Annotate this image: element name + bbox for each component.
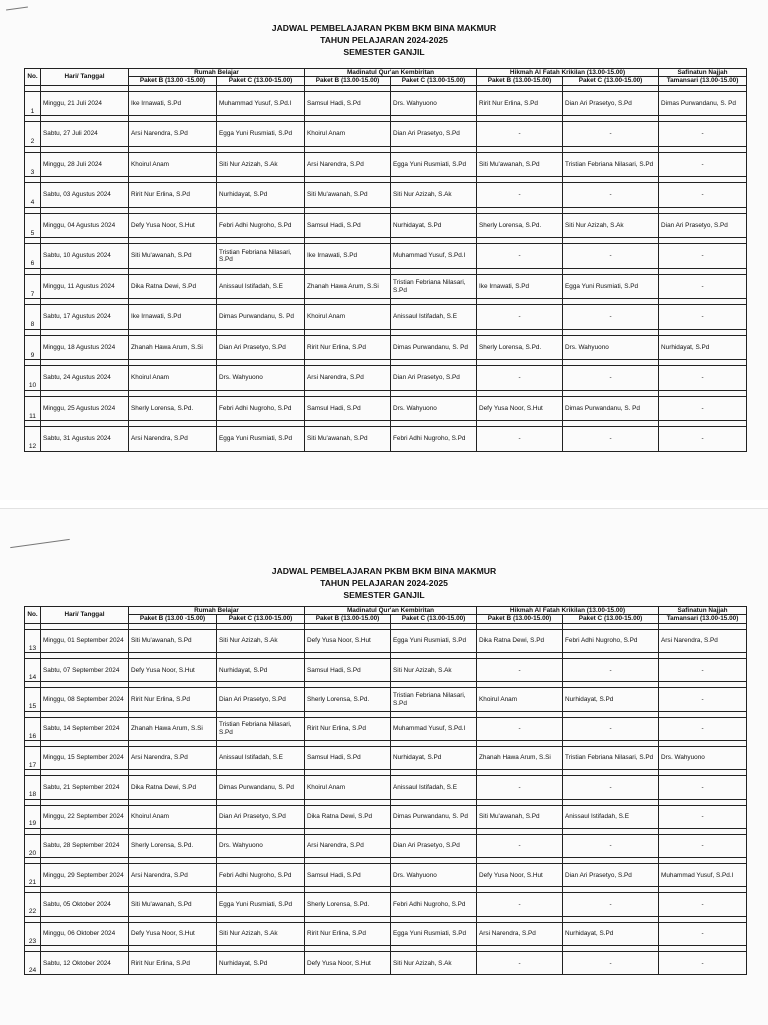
teacher-cell: Ririt Nur Erlina, S.Pd [129,183,217,208]
teacher-cell: Dian Ari Prasetyo, S.Pd [391,366,477,391]
teacher-cell: - [563,366,659,391]
row-date: Minggu, 21 Juli 2024 [41,91,129,116]
pen-mark [6,6,28,10]
teacher-cell: Muhammad Yusuf, S.Pd.I [659,864,747,887]
teacher-cell: Defy Yusa Noor, S.Hut [305,952,391,975]
row-date: Sabtu, 03 Agustus 2024 [41,183,129,208]
teacher-cell: Sherly Lorensa, S.Pd. [477,213,563,238]
row-number: 16 [25,717,41,740]
teacher-cell: Egga Yuni Rusmiati, S.Pd [217,893,305,916]
teacher-cell: - [477,122,563,147]
teacher-cell: Ike Irnawati, S.Pd [477,274,563,299]
teacher-cell: - [659,152,747,177]
title-line-3: SEMESTER GANJIL [343,590,425,600]
teacher-cell: Zhanah Hawa Arum, S.Si [129,335,217,360]
teacher-cell: Ike Irnawati, S.Pd [305,244,391,269]
row-number: 22 [25,893,41,916]
header-group: Rumah Belajar [129,69,305,77]
row-number: 11 [25,396,41,421]
teacher-cell: Egga Yuni Rusmiati, S.Pd [563,274,659,299]
table-row [25,717,747,740]
teacher-cell: - [477,952,563,975]
teacher-cell: - [659,893,747,916]
teacher-cell: Khoirul Anam [477,688,563,711]
teacher-cell: - [563,427,659,452]
header-no: No. [25,69,41,86]
teacher-cell: Nurhidayat, S.Pd [391,747,477,770]
table-row [25,122,747,147]
table-row [25,396,747,421]
header-subgroup: Paket B (13.00-15.00) [477,77,563,85]
teacher-cell: Febri Adhi Nugroho, S.Pd [391,427,477,452]
row-date: Sabtu, 17 Agustus 2024 [41,305,129,330]
teacher-cell: - [563,717,659,740]
teacher-cell: Febri Adhi Nugroho, S.Pd [217,396,305,421]
row-number: 24 [25,952,41,975]
teacher-cell: Siti Nur Azizah, S.Ak [391,659,477,682]
teacher-cell: Defy Yusa Noor, S.Hut [129,659,217,682]
header-group: Hikmah Al Fatah Krikilan (13.00-15.00) [477,69,659,77]
teacher-cell: Ririt Nur Erlina, S.Pd [305,922,391,945]
teacher-cell: Dian Ari Prasetyo, S.Pd [563,91,659,116]
teacher-cell: Defy Yusa Noor, S.Hut [129,922,217,945]
teacher-cell: Febri Adhi Nugroho, S.Pd [217,864,305,887]
header-subgroup: Paket B (13.00 -15.00) [129,77,217,85]
teacher-cell: Defy Yusa Noor, S.Hut [477,864,563,887]
row-date: Minggu, 11 Agustus 2024 [41,274,129,299]
teacher-cell: Khoirul Anam [129,152,217,177]
teacher-cell: Nurhidayat, S.Pd [563,922,659,945]
teacher-cell: Dika Ratna Dewi, S.Pd [305,805,391,828]
teacher-cell: - [563,305,659,330]
teacher-cell: - [659,834,747,857]
teacher-cell: Samsul Hadi, S.Pd [305,396,391,421]
teacher-cell: Nurhidayat, S.Pd [659,335,747,360]
header-date: Hari/ Tanggal [41,607,129,624]
teacher-cell: Sherly Lorensa, S.Pd. [129,396,217,421]
row-number: 21 [25,864,41,887]
teacher-cell: - [477,183,563,208]
table-row [25,183,747,208]
teacher-cell: Nurhidayat, S.Pd [391,213,477,238]
teacher-cell: Khoirul Anam [305,122,391,147]
schedule-table [24,606,747,975]
teacher-cell: Nurhidayat, S.Pd [563,688,659,711]
teacher-cell: Siti Mu'awanah, S.Pd [129,629,217,652]
teacher-cell: Dian Ari Prasetyo, S.Pd [217,688,305,711]
teacher-cell: Egga Yuni Rusmiati, S.Pd [217,122,305,147]
teacher-cell: Defy Yusa Noor, S.Hut [477,396,563,421]
teacher-cell: Samsul Hadi, S.Pd [305,864,391,887]
teacher-cell: - [659,776,747,799]
teacher-cell: - [659,274,747,299]
teacher-cell: - [563,893,659,916]
header-subgroup: Paket B (13.00 -15.00) [129,615,217,623]
teacher-cell: Arsi Narendra, S.Pd [305,152,391,177]
table-row [25,776,747,799]
header-subgroup: Paket B (13.00-15.00) [305,77,391,85]
header-subgroup: Paket B (13.00-15.00) [305,615,391,623]
teacher-cell: Arsi Narendra, S.Pd [129,427,217,452]
row-date: Minggu, 15 September 2024 [41,747,129,770]
teacher-cell: Egga Yuni Rusmiati, S.Pd [391,629,477,652]
teacher-cell: - [563,183,659,208]
row-date: Minggu, 18 Agustus 2024 [41,335,129,360]
teacher-cell: Siti Mu'awanah, S.Pd [305,183,391,208]
teacher-cell: Drs. Wahyuono [391,91,477,116]
teacher-cell: Nurhidayat, S.Pd [217,952,305,975]
teacher-cell: - [563,122,659,147]
table-row [25,244,747,269]
teacher-cell: Febri Adhi Nugroho, S.Pd [391,893,477,916]
header-subgroup: Paket C (13.00-15.00) [217,77,305,85]
teacher-cell: Arsi Narendra, S.Pd [129,864,217,887]
teacher-cell: - [659,922,747,945]
teacher-cell: - [659,244,747,269]
header-subgroup: Paket C (13.00-15.00) [563,615,659,623]
header-group: Madinatul Qur'an Kembiritan [305,607,477,615]
teacher-cell: Ririt Nur Erlina, S.Pd [305,335,391,360]
header-group: Safinatun Najjah [659,607,747,615]
title-line-2: TAHUN PELAJARAN 2024-2025 [320,35,448,45]
row-date: Minggu, 29 September 2024 [41,864,129,887]
teacher-cell: Sherly Lorensa, S.Pd. [477,335,563,360]
teacher-cell: Tristian Febriana Nilasari, S.Pd [563,152,659,177]
pen-mark [10,539,70,548]
teacher-cell: Dian Ari Prasetyo, S.Pd [391,834,477,857]
header-subgroup: Paket C (13.00-15.00) [563,77,659,85]
table-row [25,335,747,360]
header-date: Hari/ Tanggal [41,69,129,86]
teacher-cell: - [659,952,747,975]
teacher-cell: Dian Ari Prasetyo, S.Pd [391,122,477,147]
row-date: Sabtu, 27 Juli 2024 [41,122,129,147]
row-date: Minggu, 01 September 2024 [41,629,129,652]
schedule-table [24,68,747,452]
table-row [25,91,747,116]
teacher-cell: - [659,427,747,452]
teacher-cell: Egga Yuni Rusmiati, S.Pd [391,152,477,177]
row-number: 20 [25,834,41,857]
teacher-cell: Siti Mu'awanah, S.Pd [305,427,391,452]
teacher-cell: Nurhidayat, S.Pd [217,183,305,208]
row-number: 15 [25,688,41,711]
teacher-cell: - [477,717,563,740]
row-date: Sabtu, 10 Agustus 2024 [41,244,129,269]
teacher-cell: Drs. Wahyuono [563,335,659,360]
row-number: 6 [25,244,41,269]
teacher-cell: Anissaul Istifadah, S.E [217,274,305,299]
schedule-title [0,22,768,58]
row-date: Sabtu, 21 September 2024 [41,776,129,799]
teacher-cell: Dika Ratna Dewi, S.Pd [129,776,217,799]
teacher-cell: Ririt Nur Erlina, S.Pd [305,717,391,740]
row-number: 12 [25,427,41,452]
teacher-cell: Dian Ari Prasetyo, S.Pd [563,864,659,887]
row-date: Sabtu, 24 Agustus 2024 [41,366,129,391]
table-row [25,659,747,682]
teacher-cell: Samsul Hadi, S.Pd [305,747,391,770]
title-line-2: TAHUN PELAJARAN 2024-2025 [320,578,448,588]
teacher-cell: Drs. Wahyuono [217,366,305,391]
teacher-cell: - [659,366,747,391]
teacher-cell: - [659,396,747,421]
teacher-cell: Siti Nur Azizah, S.Ak [563,213,659,238]
table-row [25,805,747,828]
teacher-cell: Khoirul Anam [129,805,217,828]
teacher-cell: Khoirul Anam [305,776,391,799]
header-subgroup: Paket C (13.00-15.00) [391,615,477,623]
teacher-cell: Tristian Febriana Nilasari, S.Pd [391,688,477,711]
row-date: Sabtu, 31 Agustus 2024 [41,427,129,452]
header-subgroup: Tamansari (13.00-15.00) [659,615,747,623]
teacher-cell: Anissaul Istifadah, S.E [563,805,659,828]
teacher-cell: Siti Mu'awanah, S.Pd [129,893,217,916]
table-row [25,629,747,652]
table-row [25,427,747,452]
teacher-cell: Siti Nur Azizah, S.Ak [217,629,305,652]
teacher-cell: Khoirul Anam [129,366,217,391]
teacher-cell: Muhammad Yusuf, S.Pd.I [391,244,477,269]
teacher-cell: - [659,688,747,711]
teacher-cell: Tristian Febriana Nilasari, S.Pd [217,244,305,269]
table-row [25,274,747,299]
teacher-cell: - [477,244,563,269]
table-row [25,152,747,177]
scan-page-1 [0,0,768,500]
table-row [25,747,747,770]
row-date: Sabtu, 05 Oktober 2024 [41,893,129,916]
teacher-cell: Defy Yusa Noor, S.Hut [129,213,217,238]
teacher-cell: Samsul Hadi, S.Pd [305,91,391,116]
table-row [25,922,747,945]
row-date: Minggu, 28 Juli 2024 [41,152,129,177]
teacher-cell: Dimas Purwandanu, S. Pd [659,91,747,116]
row-date: Minggu, 06 Oktober 2024 [41,922,129,945]
row-number: 17 [25,747,41,770]
teacher-cell: Siti Nur Azizah, S.Ak [217,152,305,177]
teacher-cell: - [477,427,563,452]
row-number: 3 [25,152,41,177]
header-group: Safinatun Najjah [659,69,747,77]
row-number: 9 [25,335,41,360]
teacher-cell: Arsi Narendra, S.Pd [129,747,217,770]
teacher-cell: Dian Ari Prasetyo, S.Pd [217,805,305,828]
teacher-cell: Muhammad Yusuf, S.Pd.I [217,91,305,116]
row-date: Minggu, 25 Agustus 2024 [41,396,129,421]
teacher-cell: Anissaul Istifadah, S.E [391,305,477,330]
table-row [25,952,747,975]
row-number: 1 [25,91,41,116]
teacher-cell: - [477,305,563,330]
table-row [25,834,747,857]
teacher-cell: - [563,952,659,975]
teacher-cell: Anissaul Istifadah, S.E [217,747,305,770]
teacher-cell: Drs. Wahyuono [659,747,747,770]
teacher-cell: Sherly Lorensa, S.Pd. [305,893,391,916]
header-subgroup: Paket B (13.00-15.00) [477,615,563,623]
table-row [25,366,747,391]
teacher-cell: - [659,183,747,208]
teacher-cell: Dimas Purwandanu, S. Pd [391,805,477,828]
teacher-cell: Ririt Nur Erlina, S.Pd [477,91,563,116]
teacher-cell: Zhanah Hawa Arum, S.Si [477,747,563,770]
teacher-cell: - [477,893,563,916]
teacher-cell: Siti Nur Azizah, S.Ak [391,952,477,975]
teacher-cell: - [563,244,659,269]
row-date: Sabtu, 12 Oktober 2024 [41,952,129,975]
teacher-cell: Anissaul Istifadah, S.E [391,776,477,799]
row-number: 14 [25,659,41,682]
page-gap [0,500,768,508]
row-number: 7 [25,274,41,299]
teacher-cell: Sherly Lorensa, S.Pd. [129,834,217,857]
teacher-cell: Tristian Febriana Nilasari, S.Pd [391,274,477,299]
teacher-cell: Febri Adhi Nugroho, S.Pd [563,629,659,652]
row-number: 23 [25,922,41,945]
row-date: Minggu, 04 Agustus 2024 [41,213,129,238]
teacher-cell: Tristian Febriana Nilasari, S.Pd [563,747,659,770]
teacher-cell: Tristian Febriana Nilasari, S.Pd [217,717,305,740]
teacher-cell: - [659,305,747,330]
teacher-cell: Arsi Narendra, S.Pd [659,629,747,652]
teacher-cell: - [477,659,563,682]
teacher-cell: Drs. Wahyuono [391,396,477,421]
teacher-cell: Dian Ari Prasetyo, S.Pd [217,335,305,360]
title-line-3: SEMESTER GANJIL [343,47,425,57]
teacher-cell: Siti Nur Azizah, S.Ak [217,922,305,945]
teacher-cell: Arsi Narendra, S.Pd [477,922,563,945]
header-no: No. [25,607,41,624]
table-row [25,893,747,916]
teacher-cell: - [659,659,747,682]
row-date: Minggu, 08 September 2024 [41,688,129,711]
teacher-cell: - [563,776,659,799]
teacher-cell: Dian Ari Prasetyo, S.Pd [659,213,747,238]
table-row [25,305,747,330]
title-line-1: JADWAL PEMBELAJARAN PKBM BKM BINA MAKMUR [271,23,497,33]
row-date: Sabtu, 07 September 2024 [41,659,129,682]
header-subgroup: Paket C (13.00-15.00) [391,77,477,85]
teacher-cell: Defy Yusa Noor, S.Hut [305,629,391,652]
teacher-cell: - [659,717,747,740]
teacher-cell: Egga Yuni Rusmiati, S.Pd [217,427,305,452]
row-number: 13 [25,629,41,652]
scan-page-2 [0,508,768,1025]
teacher-cell: Dimas Purwandanu, S. Pd [217,305,305,330]
table-row [25,213,747,238]
row-number: 5 [25,213,41,238]
teacher-cell: Zhanah Hawa Arum, S.Si [305,274,391,299]
row-number: 18 [25,776,41,799]
header-subgroup: Paket C (13.00-15.00) [217,615,305,623]
teacher-cell: Dimas Purwandanu, S. Pd [391,335,477,360]
row-number: 19 [25,805,41,828]
teacher-cell: - [563,659,659,682]
schedule-title [0,565,768,601]
table-row [25,688,747,711]
teacher-cell: Siti Mu'awanah, S.Pd [129,244,217,269]
teacher-cell: Muhammad Yusuf, S.Pd.I [391,717,477,740]
teacher-cell: Ririt Nur Erlina, S.Pd [129,688,217,711]
teacher-cell: Dika Ratna Dewi, S.Pd [129,274,217,299]
teacher-cell: Zhanah Hawa Arum, S.Si [129,717,217,740]
row-number: 2 [25,122,41,147]
header-group: Rumah Belajar [129,607,305,615]
teacher-cell: Siti Mu'awanah, S.Pd [477,152,563,177]
teacher-cell: Febri Adhi Nugroho, S.Pd [217,213,305,238]
teacher-cell: Arsi Narendra, S.Pd [129,122,217,147]
teacher-cell: Sherly Lorensa, S.Pd. [305,688,391,711]
teacher-cell: Drs. Wahyuono [217,834,305,857]
header-subgroup: Tamansari (13.00-15.00) [659,77,747,85]
teacher-cell: Khoirul Anam [305,305,391,330]
teacher-cell: - [659,805,747,828]
teacher-cell: Ike Irnawati, S.Pd [129,91,217,116]
row-date: Sabtu, 28 September 2024 [41,834,129,857]
teacher-cell: - [563,834,659,857]
teacher-cell: - [659,122,747,147]
teacher-cell: - [477,366,563,391]
teacher-cell: Dimas Purwandanu, S. Pd [217,776,305,799]
teacher-cell: Nurhidayat, S.Pd [217,659,305,682]
teacher-cell: Drs. Wahyuono [391,864,477,887]
teacher-cell: Ririt Nur Erlina, S.Pd [129,952,217,975]
header-group: Hikmah Al Fatah Krikilan (13.00-15.00) [477,607,659,615]
row-date: Minggu, 22 September 2024 [41,805,129,828]
row-number: 4 [25,183,41,208]
teacher-cell: Ike Irnawati, S.Pd [129,305,217,330]
row-date: Sabtu, 14 September 2024 [41,717,129,740]
teacher-cell: Arsi Narendra, S.Pd [305,366,391,391]
teacher-cell: Samsul Hadi, S.Pd [305,659,391,682]
teacher-cell: - [477,834,563,857]
teacher-cell: Dika Ratna Dewi, S.Pd [477,629,563,652]
row-number: 8 [25,305,41,330]
table-row [25,864,747,887]
teacher-cell: Siti Mu'awanah, S.Pd [477,805,563,828]
row-number: 10 [25,366,41,391]
teacher-cell: Samsul Hadi, S.Pd [305,213,391,238]
teacher-cell: Egga Yuni Rusmiati, S.Pd [391,922,477,945]
teacher-cell: Siti Nur Azizah, S.Ak [391,183,477,208]
teacher-cell: Dimas Purwandanu, S. Pd [563,396,659,421]
title-line-1: JADWAL PEMBELAJARAN PKBM BKM BINA MAKMUR [271,566,497,576]
teacher-cell: - [477,776,563,799]
teacher-cell: Arsi Narendra, S.Pd [305,834,391,857]
header-group: Madinatul Qur'an Kembiritan [305,69,477,77]
